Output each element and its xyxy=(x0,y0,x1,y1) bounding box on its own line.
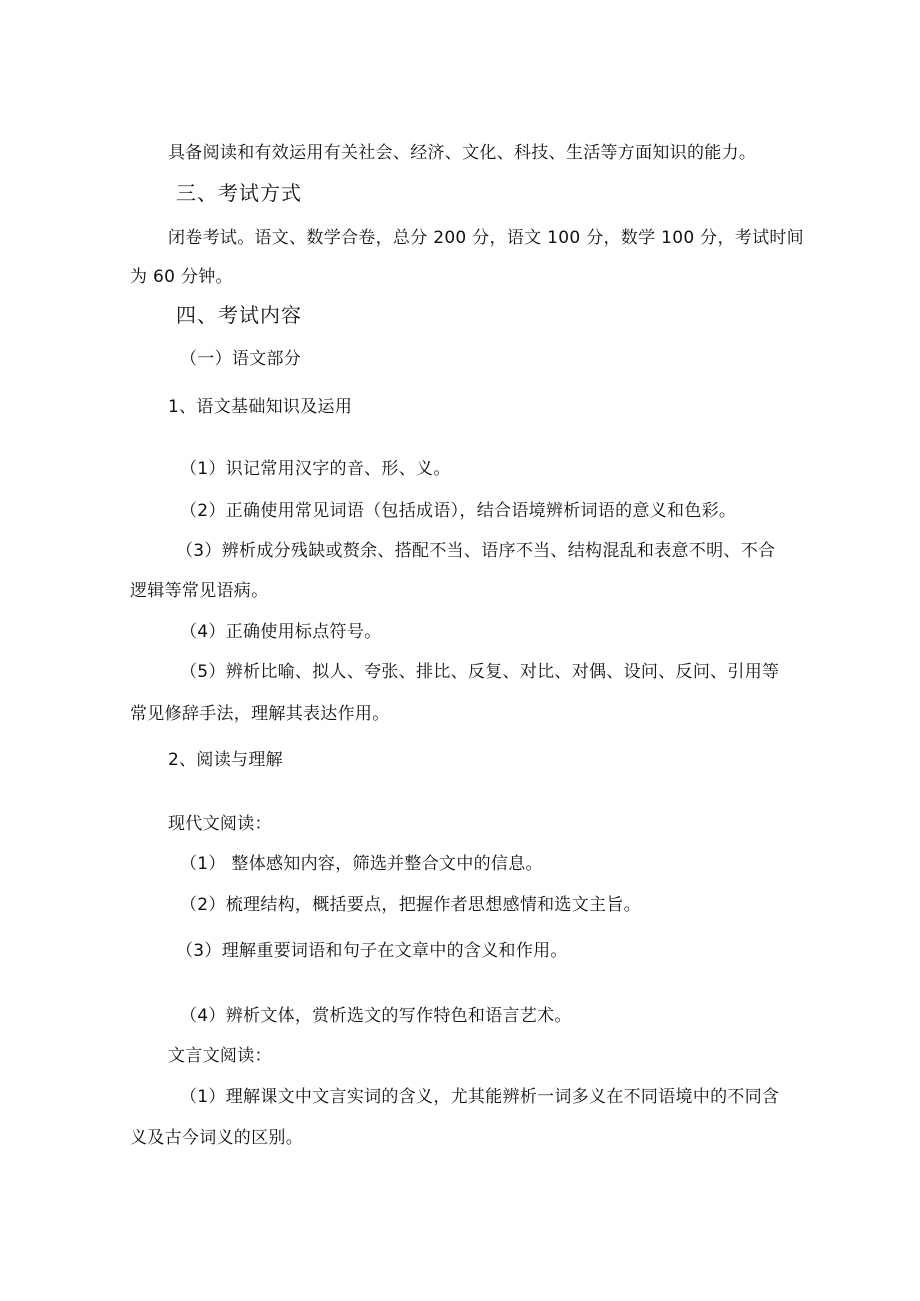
modern-item-4: （4）辨析文体，赏析选文的写作特色和语言艺术。 xyxy=(180,1006,572,1026)
classical-item-1-line-1: （1）理解课文中文言实词的含义，尤其能辨析一词多义在不同语境中的不同含 xyxy=(180,1087,780,1107)
item-1-title: 1、语文基础知识及运用 xyxy=(168,397,353,417)
classical-reading-label: 文言文阅读： xyxy=(168,1046,272,1066)
modern-item-1: （1） 整体感知内容，筛选并整合文中的信息。 xyxy=(180,854,543,874)
heading-exam-method: 三、考试方式 xyxy=(176,181,302,205)
classical-item-1-line-2: 义及古今词义的区别。 xyxy=(130,1128,303,1148)
exam-method-line-1: 闭卷考试。语文、数学合卷，总分 200 分，语文 100 分，数学 100 分，考试时间 xyxy=(168,228,804,248)
paragraph-ability: 具备阅读和有效运用有关社会、经济、文化、科技、生活等方面知识的能力。 xyxy=(168,143,757,163)
modern-item-2: （2）梳理结构，概括要点，把握作者思想感情和选文主旨。 xyxy=(180,895,641,915)
item-1-2: （2）正确使用常见词语（包括成语），结合语境辨析词语的意义和色彩。 xyxy=(180,501,737,521)
item-2-title: 2、阅读与理解 xyxy=(168,750,283,770)
heading-exam-content: 四、考试内容 xyxy=(176,303,302,327)
item-1-3-line-2: 逻辑等常见语病。 xyxy=(130,581,269,601)
item-1-1: （1）识记常用汉字的音、形、义。 xyxy=(180,459,451,479)
item-1-5-line-1: （5）辨析比喻、拟人、夸张、排比、反复、对比、对偶、设问、反问、引用等 xyxy=(180,662,780,682)
item-1-5-line-2: 常见修辞手法，理解其表达作用。 xyxy=(130,704,390,724)
item-1-4: （4）正确使用标点符号。 xyxy=(180,622,382,642)
subheading-chinese-section: （一）语文部分 xyxy=(180,349,302,369)
modern-reading-label: 现代文阅读： xyxy=(168,814,272,834)
exam-method-line-2: 为 60 分钟。 xyxy=(130,267,233,287)
modern-item-3: （3）理解重要词语和句子在文章中的含义和作用。 xyxy=(176,941,568,961)
item-1-3-line-1: （3）辨析成分残缺或赘余、搭配不当、语序不当、结构混乱和表意不明、不合 xyxy=(176,541,776,561)
